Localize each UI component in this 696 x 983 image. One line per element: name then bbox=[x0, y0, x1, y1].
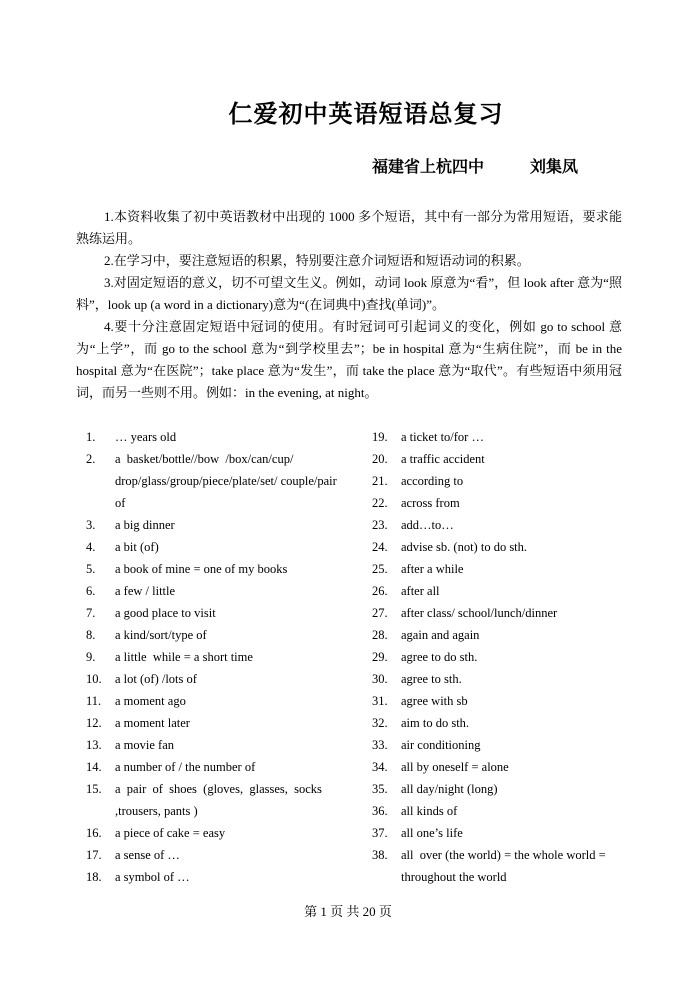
phrase-item bbox=[86, 822, 342, 844]
phrase-text: all day/night (long) bbox=[401, 782, 498, 796]
phrase-text: a good place to visit bbox=[115, 606, 216, 620]
phrase-text: agree to do sth. bbox=[401, 650, 478, 664]
phrase-item bbox=[372, 690, 624, 712]
phrase-number: 13. bbox=[86, 738, 102, 752]
phrase-text: a lot (of) /lots of bbox=[115, 672, 197, 686]
phrase-text: aim to do sth. bbox=[401, 716, 470, 730]
phrase-item bbox=[372, 426, 624, 448]
phrase-number: 19. bbox=[372, 430, 388, 444]
phrase-number: 5. bbox=[86, 562, 96, 576]
phrase-number: 8. bbox=[86, 628, 96, 642]
phrase-number: 18. bbox=[86, 870, 102, 884]
phrase-text: all over (the world) = the whole world = throughout the world bbox=[401, 848, 609, 884]
phrase-number: 14. bbox=[86, 760, 102, 774]
phrase-item bbox=[86, 668, 342, 690]
phrase-number: 24. bbox=[372, 540, 388, 554]
phrase-item bbox=[372, 536, 624, 558]
phrase-text: a book of mine = one of my books bbox=[115, 562, 288, 576]
phrase-item bbox=[372, 800, 624, 822]
phrase-item bbox=[86, 712, 342, 734]
phrase-text: agree with sb bbox=[401, 694, 468, 708]
phrase-text: all by oneself = alone bbox=[401, 760, 509, 774]
phrase-list-right bbox=[372, 426, 624, 888]
phrase-item bbox=[86, 646, 342, 668]
phrase-item bbox=[86, 448, 342, 514]
phrase-item bbox=[86, 624, 342, 646]
phrase-text: add…to… bbox=[401, 518, 454, 532]
author-school: 福建省上杭四中 bbox=[372, 157, 485, 176]
phrase-item bbox=[86, 734, 342, 756]
phrase-text: all one’s life bbox=[401, 826, 463, 840]
intro-paragraph-1: 1.本资料收集了初中英语教材中出现的 1000 多个短语，其中有一部分为常用短语，要求能熟练运用。 bbox=[76, 209, 622, 246]
phrase-number: 12. bbox=[86, 716, 102, 730]
phrase-number: 34. bbox=[372, 760, 388, 774]
phrase-number: 37. bbox=[372, 826, 388, 840]
phrase-item bbox=[372, 734, 624, 756]
intro-section bbox=[76, 206, 622, 404]
phrase-item bbox=[372, 668, 624, 690]
phrase-text: according to bbox=[401, 474, 464, 488]
phrase-text: a ticket to/for … bbox=[401, 430, 484, 444]
phrase-number: 21. bbox=[372, 474, 388, 488]
phrase-text: a traffic accident bbox=[401, 452, 485, 466]
phrase-text: a sense of … bbox=[115, 848, 180, 862]
phrase-text: a pair of shoes (gloves, glasses, socks ,trousers, pants ) bbox=[115, 782, 326, 818]
phrase-item bbox=[372, 624, 624, 646]
phrase-text: a moment later bbox=[115, 716, 190, 730]
phrase-text: after a while bbox=[401, 562, 464, 576]
phrase-item bbox=[86, 602, 342, 624]
phrase-item bbox=[86, 536, 342, 558]
phrase-text: again and again bbox=[401, 628, 480, 642]
intro-paragraph-2: 2.在学习中，要注意短语的积累，特别要注意介词短语和短语动词的积累。 bbox=[104, 253, 530, 268]
document-title: 仁爱初中英语短语总复习 bbox=[228, 100, 504, 128]
phrase-item bbox=[372, 580, 624, 602]
intro-paragraph-4: 4.要十分注意固定短语中冠词的使用。有时冠词可引起词义的变化，例如 go to school 意为“上学”，而 go to the school 意为“到学校里去”；be in hospital 意为“生病住院”，而 be in the hospital 意为“在医院”；take place 意为“发生”，而 take the place 意为“取代”。有些短语中须用冠词，而另一些则不用。例如：in the evening, at night。 bbox=[76, 319, 622, 400]
phrase-text: a number of / the number of bbox=[115, 760, 256, 774]
phrase-item bbox=[372, 756, 624, 778]
phrase-item bbox=[372, 492, 624, 514]
phrase-item bbox=[86, 866, 342, 888]
phrase-number: 31. bbox=[372, 694, 388, 708]
phrase-number: 38. bbox=[372, 848, 388, 862]
phrase-item bbox=[86, 426, 342, 448]
phrase-text: … years old bbox=[115, 430, 177, 444]
phrase-text: all kinds of bbox=[401, 804, 458, 818]
phrase-item bbox=[372, 602, 624, 624]
phrase-text: across from bbox=[401, 496, 460, 510]
phrase-item bbox=[86, 756, 342, 778]
phrase-number: 16. bbox=[86, 826, 102, 840]
phrase-text: after all bbox=[401, 584, 440, 598]
phrase-item bbox=[86, 778, 342, 822]
phrase-text: air conditioning bbox=[401, 738, 481, 752]
phrase-text: a basket/bottle//bow /box/can/cup/ drop/glass/group/piece/plate/set/ couple/pair of bbox=[115, 452, 340, 510]
phrase-number: 4. bbox=[86, 540, 96, 554]
phrase-text: a symbol of … bbox=[115, 870, 190, 884]
phrase-number: 32. bbox=[372, 716, 388, 730]
phrase-item bbox=[372, 448, 624, 470]
phrase-list-left bbox=[86, 426, 342, 888]
phrase-text: after class/ school/lunch/dinner bbox=[401, 606, 558, 620]
phrase-item bbox=[372, 822, 624, 844]
phrase-text: a kind/sort/type of bbox=[115, 628, 207, 642]
phrase-number: 6. bbox=[86, 584, 96, 598]
author-line bbox=[372, 154, 578, 177]
phrase-number: 11. bbox=[86, 694, 102, 708]
phrase-number: 15. bbox=[86, 782, 102, 796]
phrase-text: a movie fan bbox=[115, 738, 175, 752]
phrase-number: 25. bbox=[372, 562, 388, 576]
phrase-text: a few / little bbox=[115, 584, 176, 598]
phrase-number: 2. bbox=[86, 452, 96, 466]
phrase-item bbox=[372, 470, 624, 492]
phrase-item bbox=[86, 558, 342, 580]
phrase-number: 35. bbox=[372, 782, 388, 796]
phrase-text: a piece of cake = easy bbox=[115, 826, 226, 840]
phrase-number: 27. bbox=[372, 606, 388, 620]
phrase-number: 33. bbox=[372, 738, 388, 752]
phrase-number: 3. bbox=[86, 518, 96, 532]
phrase-number: 22. bbox=[372, 496, 388, 510]
phrase-number: 1. bbox=[86, 430, 96, 444]
phrase-item bbox=[86, 580, 342, 602]
phrase-text: advise sb. (not) to do sth. bbox=[401, 540, 528, 554]
phrase-item bbox=[372, 712, 624, 734]
phrase-item bbox=[372, 844, 624, 888]
phrase-text: a moment ago bbox=[115, 694, 186, 708]
phrase-item bbox=[372, 646, 624, 668]
phrase-number: 9. bbox=[86, 650, 96, 664]
phrase-text: a big dinner bbox=[115, 518, 175, 532]
phrase-text: a bit (of) bbox=[115, 540, 159, 554]
phrase-text: agree to sth. bbox=[401, 672, 462, 686]
phrase-text: a little while = a short time bbox=[115, 650, 253, 664]
phrase-item bbox=[86, 514, 342, 536]
phrase-item bbox=[372, 514, 624, 536]
phrase-number: 20. bbox=[372, 452, 388, 466]
phrase-number: 29. bbox=[372, 650, 388, 664]
phrase-number: 30. bbox=[372, 672, 388, 686]
phrase-item bbox=[86, 690, 342, 712]
phrase-number: 7. bbox=[86, 606, 96, 620]
phrase-item bbox=[372, 558, 624, 580]
intro-paragraph-3: 3.对固定短语的意义，切不可望文生义。例如，动词 look 原意为“看”，但 look after 意为“照料”，look up (a word in a dictionary)意为“(在词典中)查找(单词)”。 bbox=[76, 275, 622, 312]
phrase-number: 10. bbox=[86, 672, 102, 686]
phrase-item bbox=[372, 778, 624, 800]
phrase-number: 36. bbox=[372, 804, 388, 818]
phrase-number: 28. bbox=[372, 628, 388, 642]
phrase-number: 23. bbox=[372, 518, 388, 532]
phrase-number: 26. bbox=[372, 584, 388, 598]
phrase-item bbox=[86, 844, 342, 866]
page-footer: 第 1 页 共 20 页 bbox=[304, 904, 392, 919]
phrase-number: 17. bbox=[86, 848, 102, 862]
author-name: 刘集凤 bbox=[530, 157, 579, 176]
